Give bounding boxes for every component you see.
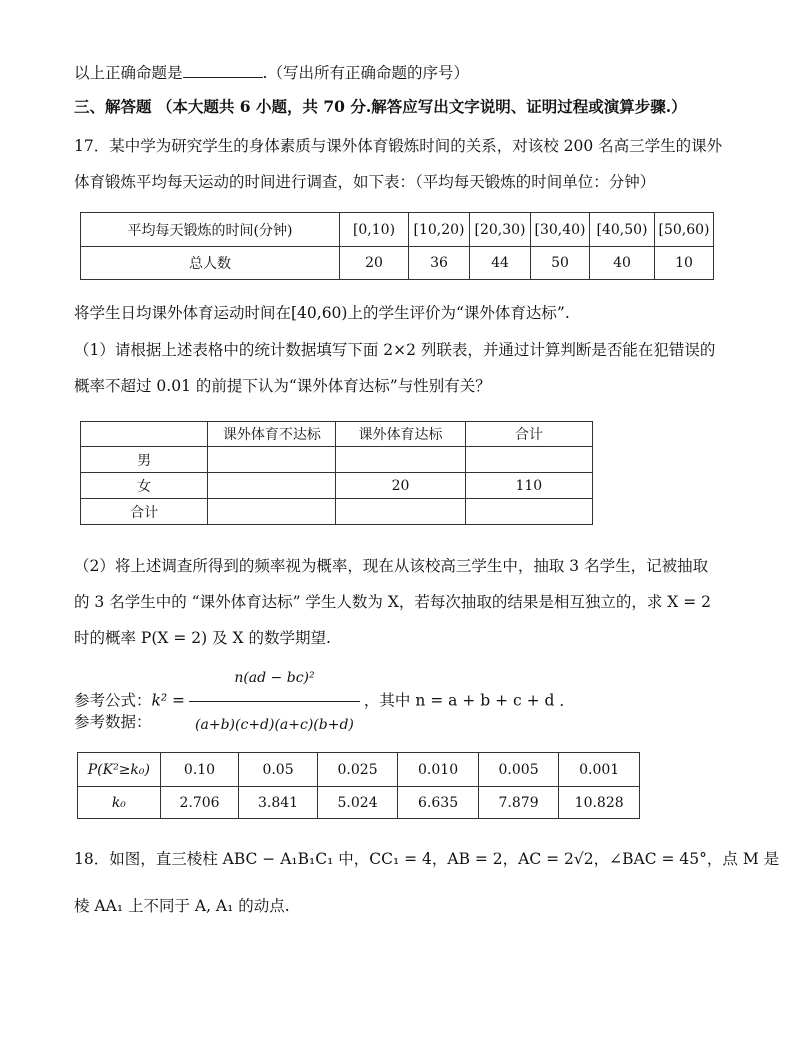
exercise-time-table (80, 212, 714, 280)
table-cell (81, 422, 208, 447)
critical-value-table (77, 752, 640, 819)
table-cell: 0.10 (160, 753, 239, 787)
table-cell: 总人数 (81, 247, 340, 280)
table-cell: 20 (336, 473, 465, 499)
table-row (81, 473, 593, 499)
table-cell: 男 (81, 447, 208, 473)
table-cell: 合计 (81, 499, 208, 525)
definition-line: 将学生日均课外体育运动时间在[40,60)上的学生评价为“课外体育达标”. (74, 304, 570, 322)
table-row (81, 213, 714, 247)
table-cell (208, 447, 336, 473)
table-cell: P(K²≥k₀) (78, 753, 161, 787)
table-cell: [10,20) (409, 213, 470, 247)
table-cell (336, 499, 465, 525)
table-cell: [50,60) (655, 213, 714, 247)
table-row (81, 447, 593, 473)
table-cell: 6.635 (398, 787, 479, 819)
fill-in-prefix: 以上正确命题是 (74, 64, 183, 82)
formula-denominator: (a+b)(c+d)(a+c)(b+d) (195, 717, 354, 733)
table-cell: 0.005 (478, 753, 559, 787)
formula-label: 参考公式： (74, 691, 152, 710)
fill-in-suffix: .（写出所有正确命题的序号） (262, 64, 469, 82)
table-cell: 36 (409, 247, 470, 280)
table-row (81, 499, 593, 525)
table-cell: 0.010 (398, 753, 479, 787)
fill-in-line (74, 62, 469, 84)
table-cell: 40 (590, 247, 655, 280)
table-cell: [0,10) (340, 213, 409, 247)
part1-line2: 概率不超过 0.01 的前提下认为“课外体育达标”与性别有关？ (74, 377, 491, 395)
q17-line2: 体育锻炼平均每天运动的时间进行调查，如下表：（平均每天锻炼的时间单位：分钟） (74, 173, 656, 191)
table-cell (208, 473, 336, 499)
reference-data-label: 参考数据： (74, 713, 152, 731)
table-cell: 课外体育不达标 (208, 422, 336, 447)
formula-numerator: n(ad − bc)² (189, 657, 360, 702)
table-cell (465, 447, 592, 473)
q18-line2: 棱 AA₁ 上不同于 A, A₁ 的动点. (74, 897, 290, 915)
contingency-table (80, 421, 593, 525)
table-cell: [40,50) (590, 213, 655, 247)
table-row (78, 753, 640, 787)
table-cell: 10.828 (559, 787, 640, 819)
part1-line1: （1）请根据上述表格中的统计数据填写下面 2×2 列联表，并通过计算判断是否能在犯错误的 (74, 341, 716, 359)
part2-line2: 的 3 名学生中的 “课外体育达标” 学生人数为 X，若每次抽取的结果是相互独立的，求 X = 2 (74, 593, 712, 611)
table-cell: 合计 (465, 422, 592, 447)
table-row (81, 422, 593, 447)
part2-line1: （2）将上述调查所得到的频率视为概率，现在从该校高三学生中，抽取 3 名学生，记被抽取 (74, 557, 709, 575)
formula-lhs: k² = (151, 691, 186, 710)
table-cell: 20 (340, 247, 409, 280)
part2-line3: 时的概率 P(X = 2) 及 X 的数学期望. (74, 629, 331, 647)
table-row (78, 787, 640, 819)
section-header: 三、解答题 （本大题共 6 小题，共 70 分.解答应写出文字说明、证明过程或演算步骤.） (74, 97, 687, 116)
table-cell: 2.706 (160, 787, 239, 819)
table-cell: 平均每天锻炼的时间(分钟) (81, 213, 340, 247)
q17-line1: 17．某中学为研究学生的身体素质与课外体育锻炼时间的关系，对该校 200 名高三学生的课外 (74, 137, 723, 155)
answer-blank (183, 62, 263, 78)
table-cell: [30,40) (531, 213, 590, 247)
formula-tail: ，其中 n = a + b + c + d ． (363, 691, 575, 710)
table-cell (336, 447, 465, 473)
table-row (81, 247, 714, 280)
table-cell: 0.001 (559, 753, 640, 787)
table-cell: 女 (81, 473, 208, 499)
table-cell (465, 499, 592, 525)
table-cell: 7.879 (478, 787, 559, 819)
table-cell: k₀ (78, 787, 161, 819)
formula-fraction (189, 657, 360, 746)
table-cell: 110 (465, 473, 592, 499)
table-cell (208, 499, 336, 525)
table-cell: 50 (531, 247, 590, 280)
table-cell: 课外体育达标 (336, 422, 465, 447)
table-cell: 5.024 (317, 787, 398, 819)
table-cell: 0.025 (317, 753, 398, 787)
table-cell: 0.05 (239, 753, 318, 787)
q18-line1: 18．如图，直三棱柱 ABC − A₁B₁C₁ 中，CC₁ = 4，AB = 2，AC = 2√2，∠BAC = 45°，点 M 是 (74, 850, 780, 868)
table-cell: 44 (470, 247, 531, 280)
table-cell: 10 (655, 247, 714, 280)
table-cell: [20,30) (470, 213, 531, 247)
table-cell: 3.841 (239, 787, 318, 819)
